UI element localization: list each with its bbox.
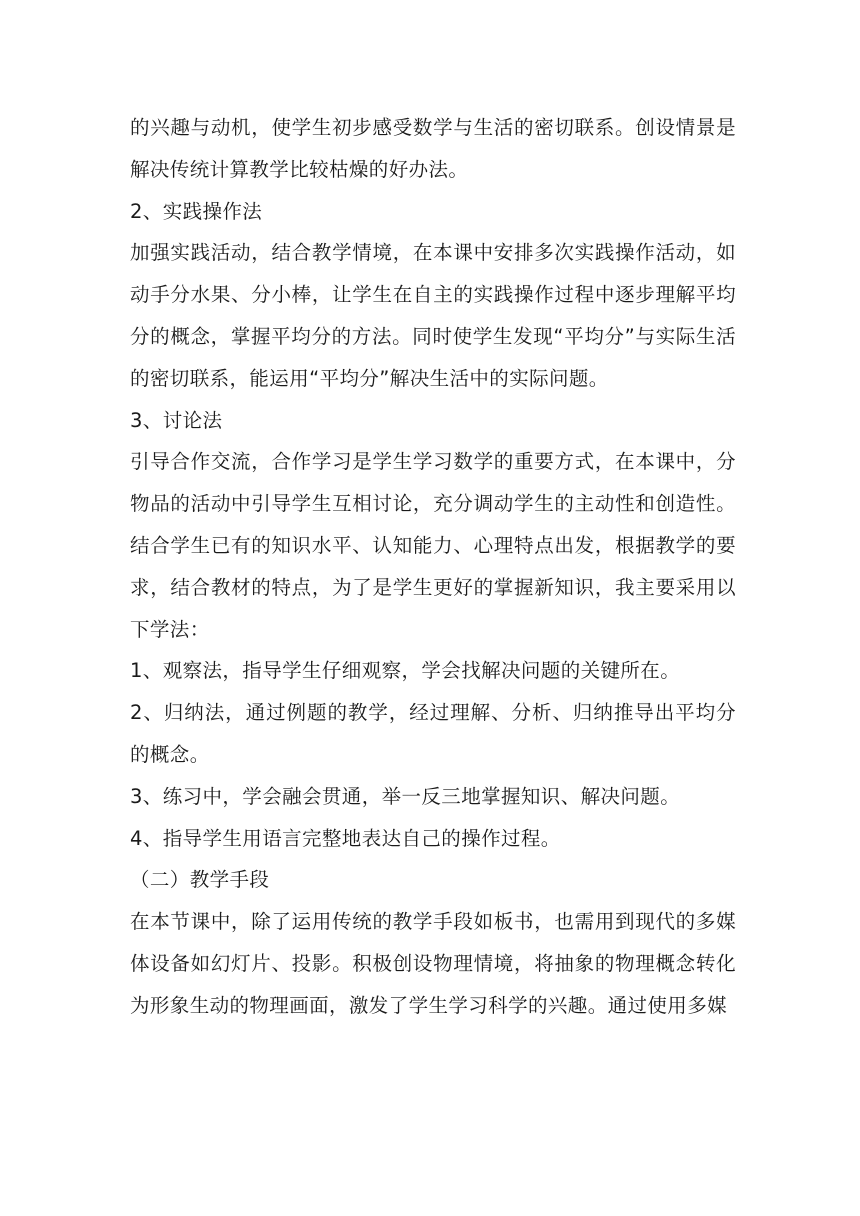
list-item-practice: 3、练习中，学会融会贯通，举一反三地掌握知识、解决问题。 xyxy=(130,784,681,808)
paragraph-discussion-method: 引导合作交流，合作学习是学生学习数学的重要方式，在本课中，分物品的活动中引导学生互相讨论，充分调动学生的主动性和创造性。结合学生已有的知识水平、认知能力、心理特点出发，根据教学的要求，结合教材的特点，为了是学生更好的掌握新知识，我主要采用以下学法： xyxy=(130,450,736,641)
heading-practice-method: 2、实践操作法 xyxy=(130,199,263,223)
list-item-expression: 4、指导学生用语言完整地表达自己的操作过程。 xyxy=(130,826,561,850)
heading-teaching-means: （二）教学手段 xyxy=(130,868,270,892)
heading-discussion-method: 3、讨论法 xyxy=(130,408,223,432)
document-body xyxy=(130,107,736,1027)
list-item-observation: 1、观察法，指导学生仔细观察，学会找解决问题的关键所在。 xyxy=(130,659,681,683)
paragraph-intro-continuation: 的兴趣与动机，使学生初步感受数学与生活的密切联系。创设情景是解决传统计算教学比较枯燥的好办法。 xyxy=(130,116,736,181)
paragraph-practice-method: 加强实践活动，结合教学情境，在本课中安排多次实践操作活动，如动手分水果、分小棒，让学生在自主的实践操作过程中逐步理解平均分的概念，掌握平均分的方法。同时使学生发现“平均分”与实际生活的密切联系，能运用“平均分”解决生活中的实际问题。 xyxy=(130,241,736,390)
list-item-induction: 2、归纳法，通过例题的教学，经过理解、分析、归纳推导出平均分的概念。 xyxy=(130,701,736,766)
paragraph-teaching-means: 在本节课中，除了运用传统的教学手段如板书，也需用到现代的多媒体设备如幻灯片、投影。积极创设物理情境，将抽象的物理概念转化为形象生动的物理画面，激发了学生学习科学的兴趣。通过使用多媒 xyxy=(130,910,736,1017)
